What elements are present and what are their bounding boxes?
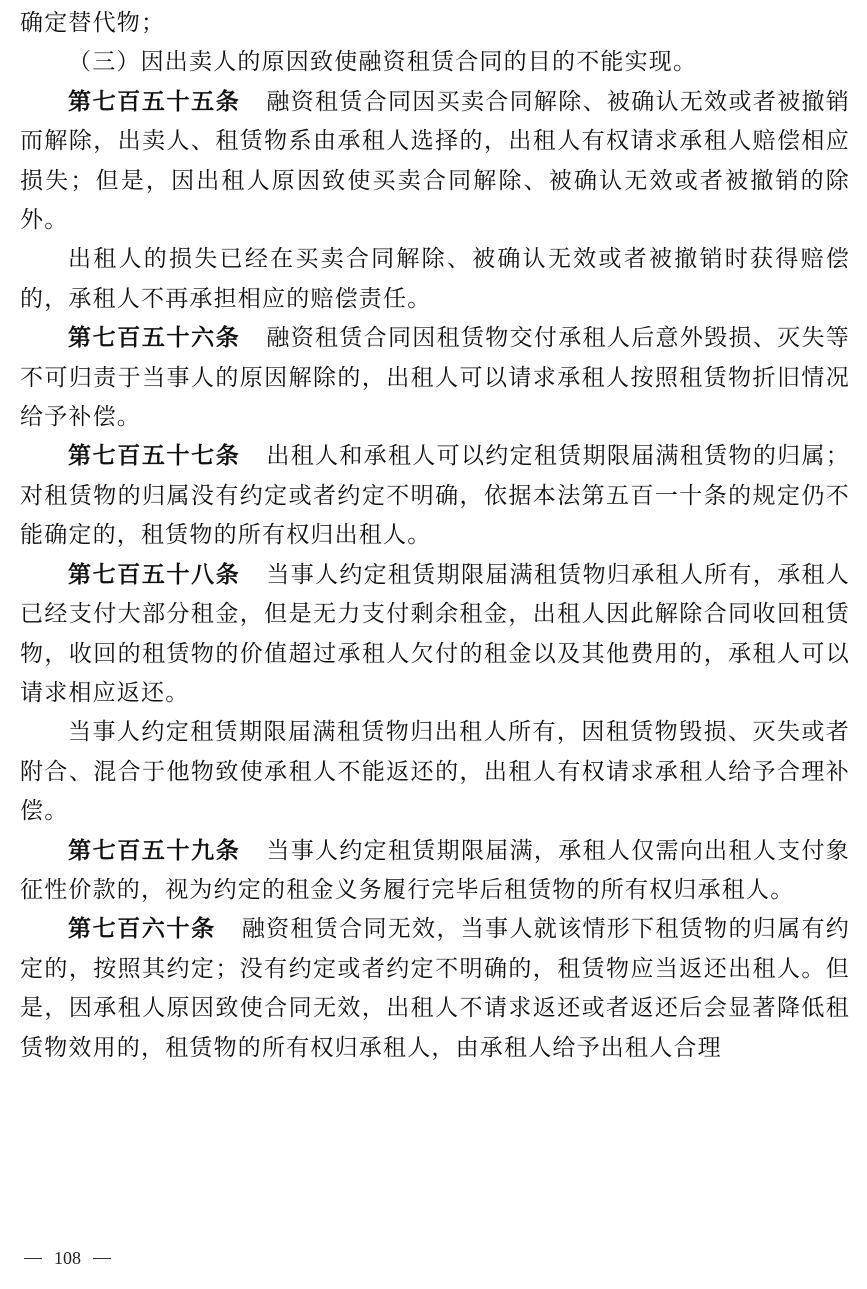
article-heading: 第七百五十六条: [68, 325, 241, 352]
article-heading: 第七百六十条: [68, 916, 216, 943]
page-number: 108: [54, 1248, 81, 1268]
article-heading: 第七百五十五条: [68, 88, 241, 115]
paragraph-text: 融资租赁合同因买卖合同解除、被确认无效或者被撤销而解除，出卖人、租赁物系由承租人选择的，出租人有权请求承租人赔偿相应损失；但是，因出租人原因致使买卖合同解除、被确认无效或者被撤销的除外。: [20, 88, 851, 234]
article-heading: 第七百五十九条: [68, 837, 241, 864]
article-755: [20, 83, 850, 241]
article-heading: 第七百五十七条: [68, 443, 241, 470]
paragraph-text: 出租人和承租人可以约定租赁期限届满租赁物的归属；对租赁物的归属没有约定或者约定不明确，依据本法第五百一十条的规定仍不能确定的，租赁物的所有权归出租人。: [20, 443, 851, 549]
article-759: [20, 832, 850, 911]
paragraph-text: 当事人约定租赁期限届满租赁物归承租人所有，承租人已经支付大部分租金，但是无力支付剩余租金，出租人因此解除合同收回租赁物，收回的租赁物的价值超过承租人欠付的租金以及其他费用的，承租人可以请求相应返还。: [20, 561, 851, 706]
paragraph-2: [20, 43, 850, 82]
paragraph-text: （三）因出卖人的原因致使融资租赁合同的目的不能实现。: [68, 49, 698, 76]
document-body: [20, 4, 850, 1068]
paragraph-8: [20, 713, 850, 831]
paragraph-4: [20, 240, 850, 319]
footer-dash-right: [93, 1258, 111, 1259]
paragraph-text: 出租人的损失已经在买卖合同解除、被确认无效或者被撤销时获得赔偿的，承租人不再承担相应的赔偿责任。: [20, 246, 850, 312]
paragraph-text: 融资租赁合同因租赁物交付承租人后意外毁损、灭失等不可归责于当事人的原因解除的，出租人可以请求承租人按照租赁物折旧情况给予补偿。: [20, 325, 851, 431]
paragraph-text: 当事人约定租赁期限届满，承租人仅需向出租人支付象征性价款的，视为约定的租金义务履行完毕后租赁物的所有权归承租人。: [20, 837, 851, 903]
footer-dash-left: [24, 1258, 42, 1259]
article-760: [20, 910, 850, 1068]
paragraph-text: 当事人约定租赁期限届满租赁物归出租人所有，因租赁物毁损、灭失或者附合、混合于他物致使承租人不能返还的，出租人有权请求承租人给予合理补偿。: [20, 719, 850, 825]
paragraph-text: 确定替代物；: [20, 10, 166, 36]
page-footer: [24, 1248, 111, 1269]
paragraph-1: [20, 4, 850, 43]
article-heading: 第七百五十八条: [68, 561, 241, 588]
article-756: [20, 319, 850, 437]
paragraph-text: 融资租赁合同无效，当事人就该情形下租赁物的归属有约定的，按照其约定；没有约定或者约定不明确的，租赁物应当返还出租人。但是，因承租人原因致使合同无效，出租人不请求返还或者返还后会显著降低租赁物效用的，租赁物的所有权归承租人，由承租人给予出租人合理: [20, 916, 851, 1061]
article-758: [20, 556, 850, 714]
article-757: [20, 437, 850, 555]
